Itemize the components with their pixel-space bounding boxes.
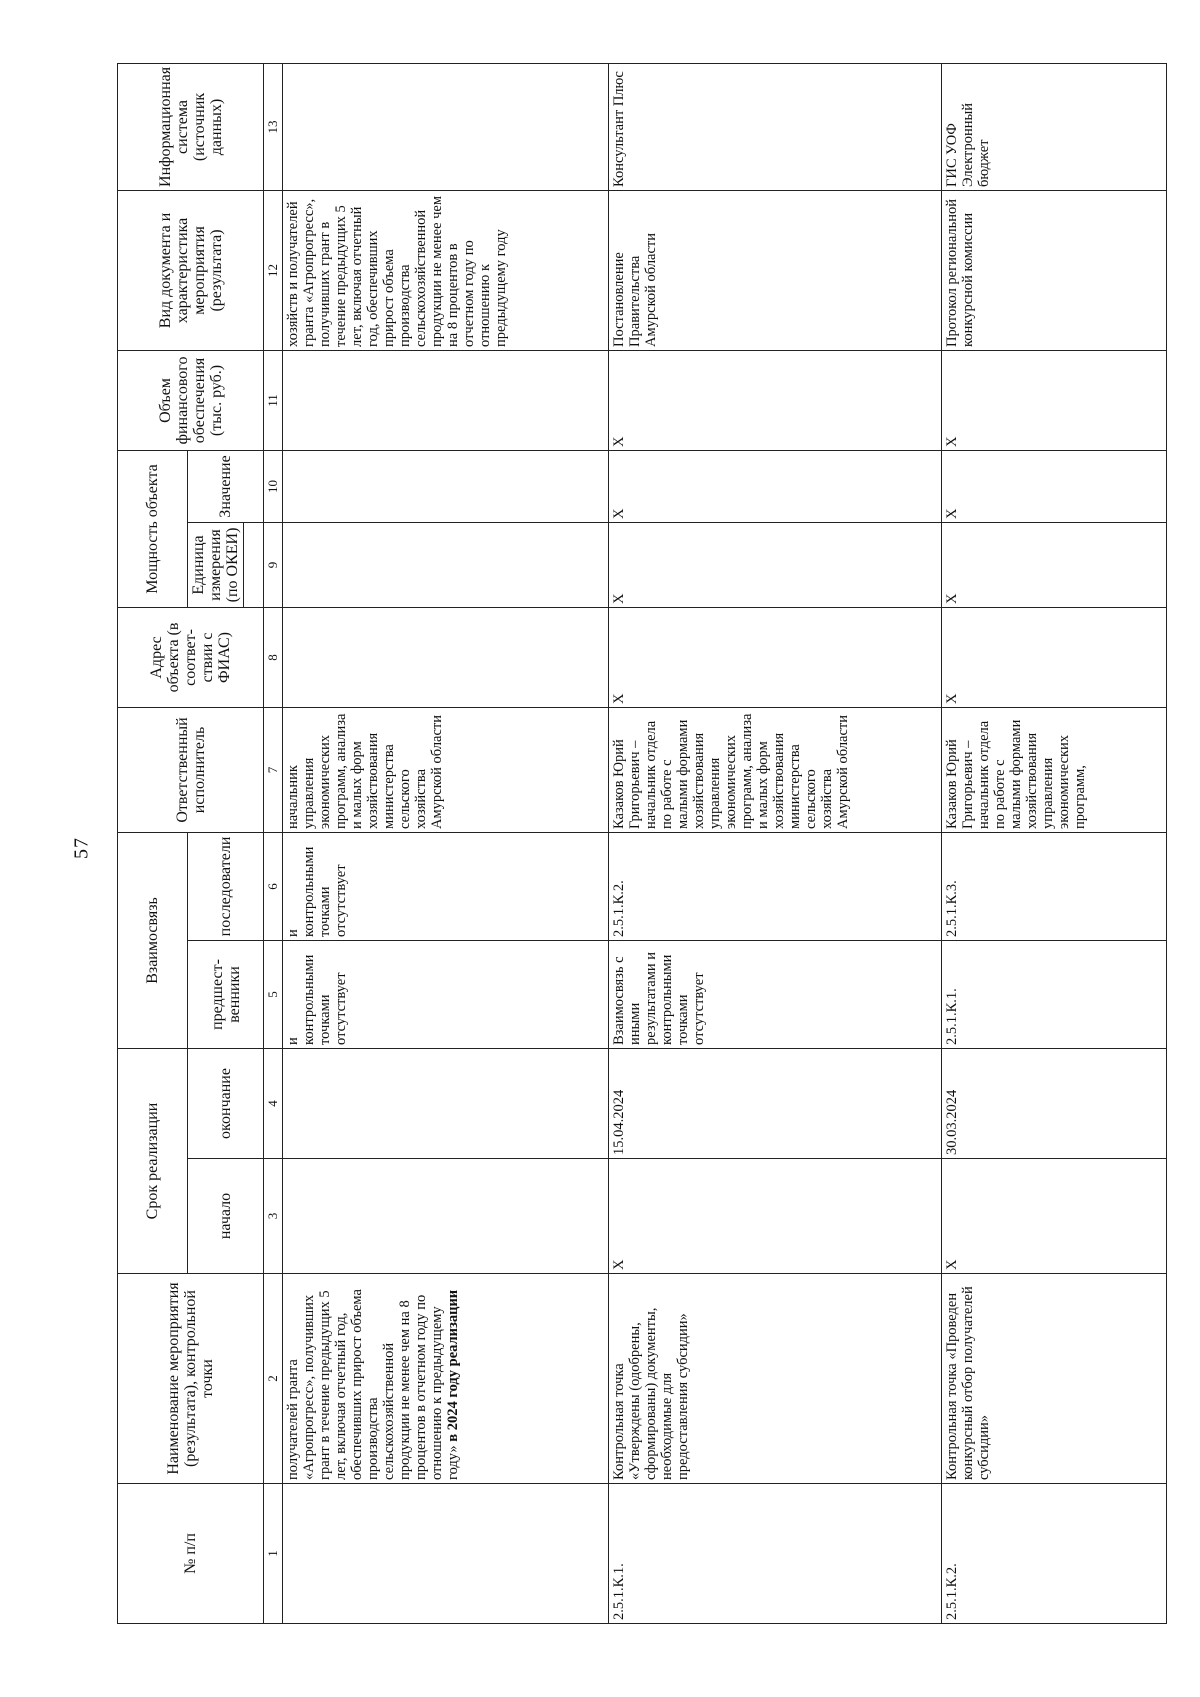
header-capacity: Мощность объекта: [118, 450, 188, 607]
cell-name: [283, 1274, 609, 1484]
header-end: окончание: [188, 1048, 264, 1158]
cell-no: [283, 1484, 609, 1624]
header-unit: Единица измерения (по ОКЕИ): [188, 522, 244, 607]
header-name: Наименование мероприятия (результата), контрольной точки: [118, 1274, 264, 1484]
header-start: начало: [188, 1159, 264, 1274]
cell-successors: и контрольными точками отсутствует: [283, 832, 609, 940]
cell-unit: X: [942, 522, 1167, 607]
cell-start: X: [942, 1159, 1167, 1274]
page-number: 57: [70, 837, 93, 859]
header-predecessors: предшест-венники: [188, 940, 264, 1048]
cell-document: Протокол региональной конкурсной комиссии: [942, 190, 1167, 350]
column-number: 4: [264, 1048, 283, 1158]
header-period: Срок реализации: [118, 1048, 188, 1273]
cell-predecessors: 2.5.1.К.1.: [942, 940, 1167, 1048]
cell-finance: X: [942, 350, 1167, 450]
table-row: [942, 63, 1167, 1623]
header-value: Значение: [188, 450, 264, 522]
header-responsible: Ответственный исполнитель: [118, 707, 264, 832]
cell-value: [283, 450, 609, 522]
cell-document: хозяйств и получателей гранта «Агропрогресс», получивших грант в течение предыдущих 5 лет, включая отчетный год, обеспечивших прирост объема производства сельскохозяйственной продукции не менее чем на 8 процентов в отчетном году по отношению к предыдущему году: [283, 190, 609, 350]
cell-address: X: [609, 607, 942, 707]
column-number: 12: [264, 190, 283, 350]
column-number: 5: [264, 940, 283, 1048]
header-system: Информационная система (источник данных): [118, 63, 264, 190]
cell-name-text: получателей гранта «Агропрогресс», получивших грант в течение предыдущих 5 лет, включая отчетный год, обеспечивших прирост объема производства сельскохозяйственной продукции не менее чем на 8 процентов в отчетном году по отношению к предыдущему году»: [285, 1289, 461, 1480]
cell-end: [283, 1048, 609, 1158]
cell-name-text: Контрольная точка «Утверждены (одобрены, сформированы) документы, необходимые для предоставления субсидии»: [611, 1307, 691, 1480]
header-link: Взаимосвязь: [118, 832, 188, 1048]
cell-successors: 2.5.1.К.2.: [609, 832, 942, 940]
table-row: [283, 63, 609, 1623]
cell-system: [283, 63, 609, 190]
cell-value: X: [609, 450, 942, 522]
cell-name: [609, 1274, 942, 1484]
column-number: 13: [264, 63, 283, 190]
cell-start: [283, 1159, 609, 1274]
column-number: 11: [264, 350, 283, 450]
cell-name-text: Контрольная точка «Проведен конкурсный отбор получателей субсидии»: [944, 1286, 992, 1480]
cell-value: X: [942, 450, 1167, 522]
cell-responsible: начальник управления экономических программ, анализа и малых форм хозяйствования министерства сельского хозяйства Амурской области: [283, 707, 609, 832]
cell-unit: X: [609, 522, 942, 607]
cell-responsible: Казаков Юрий Григорьевич – начальник отдела по работе с малыми формами хозяйствования управления экономических программ,: [942, 707, 1167, 832]
header-address: Адрес объекта (в соответ-ствии с ФИАС): [118, 607, 264, 707]
cell-name: [942, 1274, 1167, 1484]
cell-end: 15.04.2024: [609, 1048, 942, 1158]
column-number: 8: [264, 607, 283, 707]
cell-system: ГИС УОФ Электронный бюджет: [942, 63, 1167, 190]
table-row: [609, 63, 942, 1623]
column-number-row: [264, 63, 283, 1623]
cell-predecessors: Взаимосвязь с иными результатами и контрольными точками отсутствует: [609, 940, 942, 1048]
cell-end: 30.03.2024: [942, 1048, 1167, 1158]
column-number: 6: [264, 832, 283, 940]
cell-predecessors: и контрольными точками отсутствует: [283, 940, 609, 1048]
cell-address: [283, 607, 609, 707]
cell-system: Консультант Плюс: [609, 63, 942, 190]
column-number: 9: [264, 522, 283, 607]
cell-document: Постановление Правительства Амурской области: [609, 190, 942, 350]
header-no: № п/п: [118, 1484, 264, 1624]
header-document: Вид документа и характеристика мероприятия (результата): [118, 190, 264, 350]
cell-start: X: [609, 1159, 942, 1274]
column-number: 10: [264, 450, 283, 522]
cell-no: 2.5.1.К.2.: [942, 1484, 1167, 1624]
plan-table: [117, 63, 1167, 1624]
cell-successors: 2.5.1.К.3.: [942, 832, 1167, 940]
column-number: 2: [264, 1274, 283, 1484]
cell-address: X: [942, 607, 1167, 707]
header-successors: последователи: [188, 832, 264, 940]
column-number: 1: [264, 1484, 283, 1624]
cell-no: 2.5.1.К.1.: [609, 1484, 942, 1624]
header-finance: Объем финансового обеспечения (тыс. руб.): [118, 350, 264, 450]
cell-finance: X: [609, 350, 942, 450]
column-number: 3: [264, 1159, 283, 1274]
cell-unit: [283, 522, 609, 607]
plan-table-container: [117, 64, 1167, 1624]
cell-finance: [283, 350, 609, 450]
cell-responsible: Казаков Юрий Григорьевич – начальник отдела по работе с малыми формами хозяйствования управления экономических программ, анализа и малых форм хозяйствования министерства сельского хозяйства Амурской области: [609, 707, 942, 832]
cell-name-bold: в 2024 году реализации: [445, 1289, 461, 1446]
column-number: 7: [264, 707, 283, 832]
